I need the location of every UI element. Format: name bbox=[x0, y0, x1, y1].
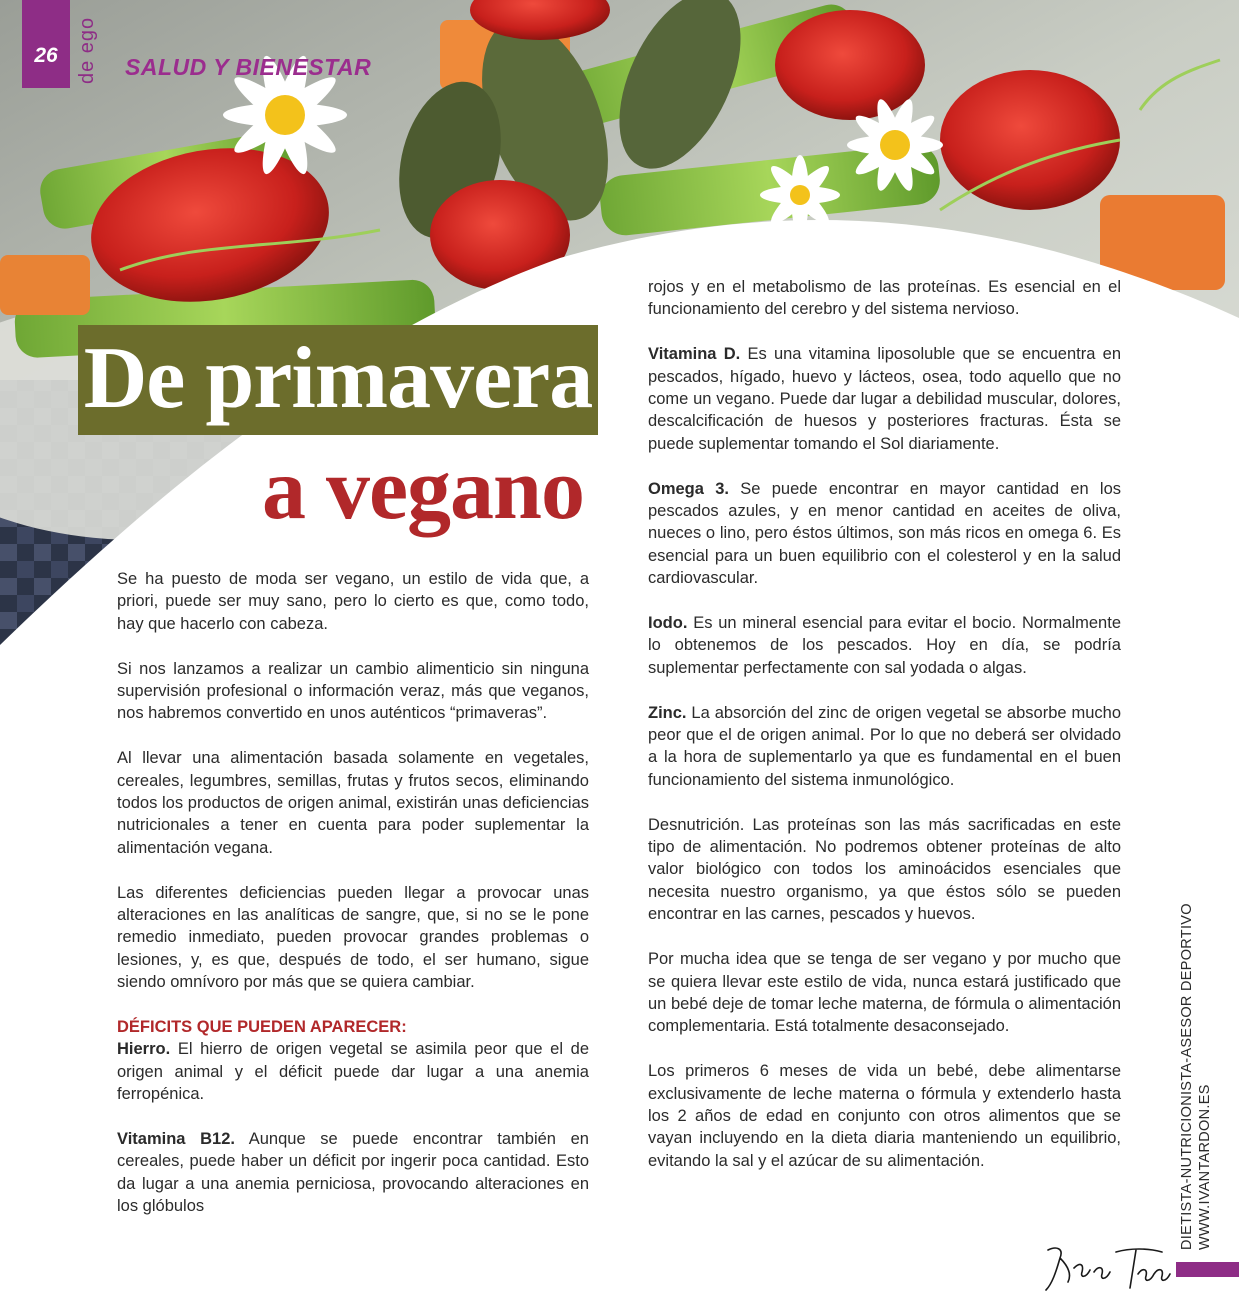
hierro-text: El hierro de origen vegetal se asimila peor que el de origen animal y el déficit puede dar lugar a una anemia ferropénica. bbox=[117, 1040, 589, 1104]
title-line-1: De primavera bbox=[83, 330, 593, 427]
deficits-subheading: DÉFICITS QUE PUEDEN APARECER: bbox=[117, 1018, 407, 1037]
hierro-lead: Hierro. bbox=[117, 1040, 171, 1059]
vitd-lead: Vitamina D. bbox=[648, 345, 741, 364]
iodo-text: Es un mineral esencial para evitar el bocio. Normalmente lo obtenemos de los pescados. Hoy en día, se podría suplementar perfectamente con sal yodada o algas. bbox=[648, 614, 1121, 677]
paragraph-hierro bbox=[117, 1038, 589, 1105]
paragraph-b12 bbox=[117, 1128, 589, 1218]
b12-text: Aunque se puede encontrar también en cereales, puede haber un déficit por ingerir poca cantidad. Esto da lugar a una anemia perniciosa, provocando alteraciones en los glóbulos bbox=[117, 1130, 589, 1216]
paragraph-primaveras: Si nos lanzamos a realizar un cambio alimenticio sin ninguna supervisión profesional o información veraz, más que veganos, nos habremos convertido en unos auténticos “primaveras”. bbox=[117, 659, 589, 723]
omega-lead: Omega 3. bbox=[648, 479, 729, 498]
paragraph-omega bbox=[648, 478, 1121, 590]
magazine-brand: de ego bbox=[76, 16, 98, 84]
page-number: 26 bbox=[34, 44, 58, 67]
paragraph-meses: Los primeros 6 meses de vida un bebé, debe alimentarse exclusivamente de leche materna o fórmula y extenderlo hasta los 2 años de edad en conjunto con otros alimentos que se vayan incluyendo en la dieta diaria manteniendo un equilibrio, evitando la sal y el azúcar de su alimentación. bbox=[648, 1062, 1121, 1170]
author-sidebar bbox=[1178, 903, 1214, 1250]
bottom-accent-bar bbox=[1176, 1262, 1239, 1277]
vitd-text: Es una vitamina liposoluble que se encuentra en pescados, hígado, huevo y lácteos, osea, todo aquello que no come un vegano. Puede dar lugar a debilidad muscular, dolores, descalcificación de huesos y posteriores fracturas. Ésta se puede suplementar tomando el Sol diariamente. bbox=[648, 345, 1121, 453]
paragraph-zinc bbox=[648, 702, 1121, 792]
author-signature bbox=[1038, 1238, 1173, 1298]
paragraph-vitamina-d bbox=[648, 343, 1121, 455]
right-column bbox=[648, 276, 1121, 1195]
paragraph-alteraciones: Las diferentes deficiencias pueden llegar a provocar unas alteraciones en las analíticas de sangre, que, si no se le pone remedio inmediato, pueden provocar grandes problemas o lesiones, y, es que, después de todo, el ser humano, sigue siendo omnívoro por más que se quiera cambiar. bbox=[117, 883, 589, 992]
title-line-2: a vegano bbox=[262, 441, 584, 538]
zinc-lead: Zinc. bbox=[648, 703, 687, 722]
page-number-badge bbox=[22, 0, 70, 88]
paragraph-deficiencias: Al llevar una alimentación basada solamente en vegetales, cereales, legumbres, semillas, frutas y frutos secos, eliminando todos los productos de origen animal, existirán unas deficiencias nutricionales a tener en cuenta para poder suplementar la alimentación vegana. bbox=[117, 749, 589, 857]
left-column bbox=[117, 568, 589, 1240]
paragraph-bebe: Por mucha idea que se tenga de ser vegano y por mucho que se quiera llevar este estilo de vida, nunca estará justificado que un bebé deje de tomar leche materna, de fórmula o alimentación complementaria. Está totalmente desaconsejado. bbox=[648, 950, 1121, 1036]
section-label: SALUD Y BIENESTAR bbox=[125, 54, 372, 80]
paragraph-desnutricion: Desnutrición. Las proteínas son las más sacrificadas en este tipo de alimentación. No podremos obtener proteínas de alto valor biológico con todos los aminoácidos esenciales que necesita nuestro organismo, ya que éstos sólo se pueden encontrar en las carnes, pescados y huevos. bbox=[648, 815, 1121, 924]
author-website: WWW.IVANTARDON.ES bbox=[1197, 1084, 1213, 1250]
paragraph-b12-continued: rojos y en el metabolismo de las proteínas. Es esencial en el funcionamiento del cerebro y del sistema nervioso. bbox=[648, 278, 1121, 319]
author-title: DIETISTA-NUTRICIONISTA-ASESOR DEPORTIVO bbox=[1179, 903, 1195, 1250]
paragraph-intro: Se ha puesto de moda ser vegano, un estilo de vida que, a priori, puede ser muy sano, pero lo cierto es que, como todo, hay que hacerlo con cabeza. bbox=[117, 570, 589, 633]
paragraph-iodo bbox=[648, 612, 1121, 679]
omega-text: Se puede encontrar en mayor cantidad en los pescados azules, y en menor cantidad en aceites de oliva, nueces o lino, pero éstos últimos, son más ricos en omega 6. Es esencial para un buen equilibrio con el colesterol y en la salud cardiovascular. bbox=[648, 479, 1121, 588]
title-box bbox=[78, 325, 598, 435]
b12-lead: Vitamina B12. bbox=[117, 1130, 235, 1149]
zinc-text: La absorción del zinc de origen vegetal se absorbe mucho peor que el de origen animal. Por lo que no deberá ser olvidado a la hora de suplementarlo ya que es fundamental en el buen funcionamiento del sistema inmunológico. bbox=[648, 703, 1121, 789]
iodo-lead: Iodo. bbox=[648, 614, 688, 633]
